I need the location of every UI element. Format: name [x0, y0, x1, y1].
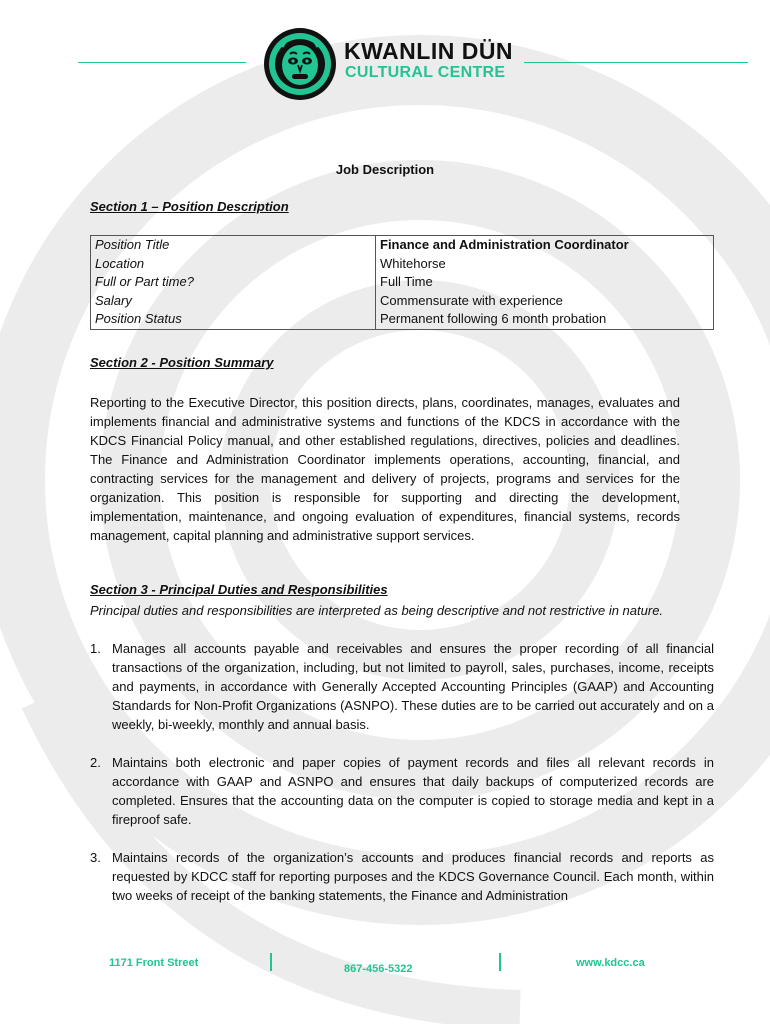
- row-label: Position Title: [91, 236, 376, 255]
- position-summary-text: Reporting to the Executive Director, this position directs, plans, coordinates, manages, evaluates and implements financial and administrative systems and functions of the KDCS in accordance with the KDCS Financial Policy manual, and other established regulations, directives, policies and deadlines. The Finance and Administration Coordinator implements operations, accounting, financial, and contracting services for the management and delivery of projects, programs and services for the organization. This position is responsible for supporting and directing the development, implementation, maintenance, and ongoing evaluation of expenditures, financial systems, records management, capital planning and administrative support services.: [90, 395, 680, 543]
- section-2-heading: Section 2 - Position Summary: [90, 355, 274, 370]
- table-row: [91, 255, 714, 274]
- table-row: [91, 310, 714, 329]
- list-number: 3.: [90, 850, 101, 865]
- row-value: Whitehorse: [376, 255, 714, 274]
- list-item: [90, 848, 714, 905]
- row-value: Finance and Administration Coordinator: [376, 236, 714, 255]
- duties-intro-text: Principal duties and responsibilities are interpreted as being descriptive and not restrictive in nature.: [90, 603, 664, 618]
- cultural-centre-mask-logo: [263, 27, 337, 101]
- row-value: Permanent following 6 month probation: [376, 310, 714, 329]
- list-text: Manages all accounts payable and receivables and ensures the proper recording of all financial transactions of the organization, including, but not limited to payroll, sales, purchases, income, receipts and payments, in accordance with Generally Accepted Accounting Principles (GAAP) and Accounting Standards for Non-Profit Organizations (ASNPO). These duties are to be carried out accurately and on a weekly, bi-weekly, monthly and annual basis.: [112, 641, 714, 732]
- section-1-heading: Section 1 – Position Description: [90, 199, 289, 214]
- list-item: [90, 639, 714, 734]
- table-row: [91, 236, 714, 255]
- table-row: [91, 273, 714, 292]
- document-title: Job Description: [335, 162, 435, 177]
- list-number: 2.: [90, 755, 101, 770]
- section-3-heading: Section 3 - Principal Duties and Responsibilities: [90, 582, 388, 597]
- list-text: Maintains both electronic and paper copies of payment records and files all relevant records in accordance with GAAP and ASNPO and ensures that daily backups of computerized records are completed. Ensures that the accounting data on the computer is copied to storage media and kept in a fireproof safe.: [112, 755, 714, 827]
- header-rule-right: [524, 62, 748, 63]
- row-value: Full Time: [376, 273, 714, 292]
- row-value: Commensurate with experience: [376, 292, 714, 311]
- footer-address: 1171 Front Street: [109, 957, 199, 969]
- row-label: Full or Part time?: [91, 273, 376, 292]
- footer-divider: [270, 953, 272, 971]
- footer-website: www.kdcc.ca: [576, 957, 645, 969]
- list-text: Maintains records of the organization’s accounts and produces financial records and reports as requested by KDCC staff for reporting purposes and the KDCS Governance Council. Each month, within two weeks of receipt of the banking statements, the Finance and Administration: [112, 850, 714, 903]
- brand-name: KWANLIN DÜN: [344, 38, 514, 64]
- brand-subtitle: CULTURAL CENTRE: [345, 64, 506, 81]
- footer-phone: 867-456-5322: [344, 963, 413, 975]
- row-label: Salary: [91, 292, 376, 311]
- header-rule-left: [78, 62, 246, 63]
- position-description-table: [90, 235, 714, 330]
- row-label: Position Status: [91, 310, 376, 329]
- list-number: 1.: [90, 641, 101, 656]
- list-item: [90, 753, 714, 829]
- footer-divider: [499, 953, 501, 971]
- table-row: [91, 292, 714, 311]
- row-label: Location: [91, 255, 376, 274]
